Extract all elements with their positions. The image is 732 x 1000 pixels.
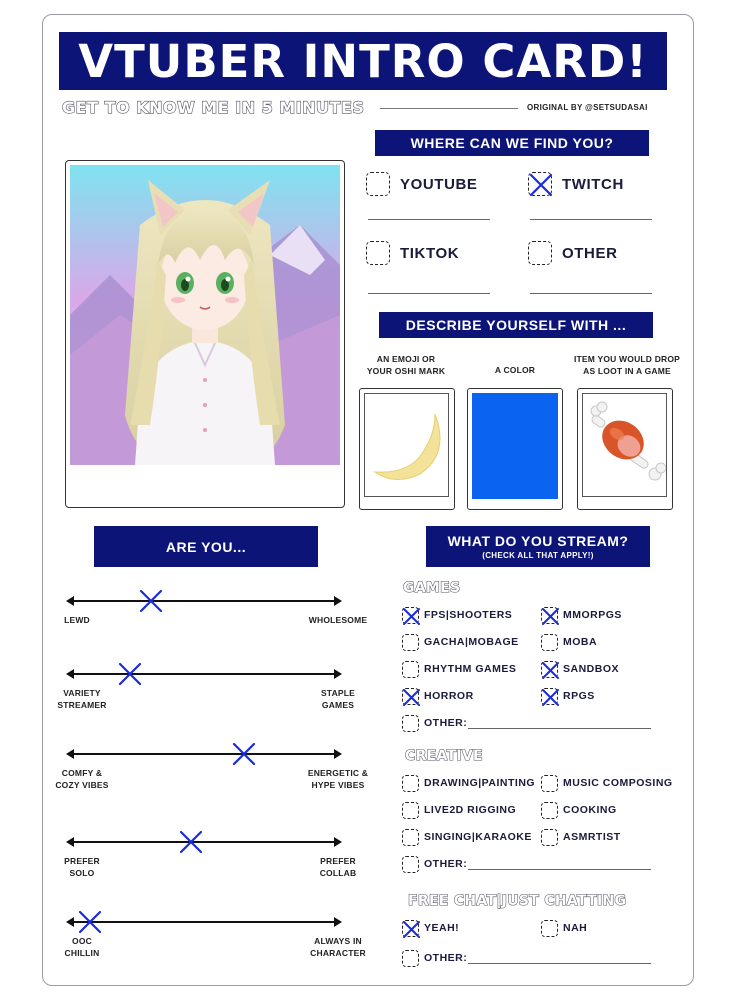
describe-label-loot — [560, 353, 694, 377]
arrow-left-icon — [66, 596, 74, 606]
option-checkbox[interactable] — [541, 634, 558, 651]
slider-right-line2: COLLAB — [319, 868, 357, 878]
option-checkbox[interactable] — [402, 688, 419, 705]
stream-heading-text: WHAT DO YOU STREAM? — [447, 533, 629, 549]
other-input-line[interactable] — [468, 963, 651, 964]
emoji-slot — [364, 393, 449, 497]
slider-left-line2: SOLO — [69, 868, 95, 878]
option-checkbox[interactable] — [541, 802, 558, 819]
slider-left-line1: VARIETY — [63, 688, 101, 698]
describe-label-emoji — [358, 353, 454, 377]
slider-right-line1: STAPLE — [320, 688, 356, 698]
other-checkbox[interactable] — [402, 856, 419, 873]
option-label: SANDBOX — [563, 663, 620, 675]
option-label: LIVE2D RIGGING — [424, 804, 517, 816]
arrow-right-icon — [334, 669, 342, 679]
slider-track[interactable] — [66, 666, 342, 682]
label-other-platform: OTHER — [562, 245, 618, 262]
slider-right-line2: CHARACTER — [310, 948, 366, 958]
option-label: GACHA|MOBAGE — [424, 636, 519, 648]
option-label: MOBA — [563, 636, 598, 648]
title-banner — [59, 32, 667, 90]
youtube-handle-line[interactable] — [368, 219, 490, 220]
color-swatch — [472, 393, 558, 499]
x-mark-icon — [540, 660, 561, 681]
describe-heading — [379, 312, 653, 338]
x-mark-icon — [540, 687, 561, 708]
slider-left-line1: LEWD — [64, 615, 90, 625]
option-label: DRAWING|PAINTING — [424, 777, 536, 789]
option-checkbox[interactable] — [541, 607, 558, 624]
describe-label-loot-line1: ITEM YOU WOULD DROP — [573, 354, 681, 364]
arrow-right-icon — [334, 837, 342, 847]
slider-line — [72, 921, 336, 923]
x-mark-icon — [137, 587, 165, 615]
x-mark-icon — [401, 687, 422, 708]
slider-left-line1: PREFER — [64, 856, 100, 866]
slider-line — [72, 600, 336, 602]
subtitle: GET TO KNOW ME IN 5 MINUTES — [62, 98, 365, 117]
x-mark-icon — [527, 171, 555, 199]
slider-marker[interactable] — [177, 828, 205, 861]
slider-left-label — [42, 855, 122, 879]
slider-right-line1: WHOLESOME — [308, 615, 368, 625]
slider-right-line2: HYPE VIBES — [311, 780, 365, 790]
twitch-handle-line[interactable] — [530, 219, 652, 220]
slider-marker[interactable] — [137, 587, 165, 620]
arrow-left-icon — [66, 837, 74, 847]
slider-right-label — [298, 935, 378, 959]
option-checkbox[interactable] — [402, 802, 419, 819]
slider-left-line2: COZY VIBES — [55, 780, 109, 790]
describe-label-emoji-line2: YOUR OSHI MARK — [366, 366, 446, 376]
slider-right-line1: ALWAYS IN — [314, 936, 362, 946]
label-twitch: TWITCH — [562, 176, 624, 193]
page-title: VTUBER INTRO CARD! — [78, 34, 648, 88]
other-input-line[interactable] — [468, 869, 651, 870]
chatting-title: FREE CHAT|JUST CHATTING — [408, 893, 627, 909]
arrow-left-icon — [66, 749, 74, 759]
slider-right-label — [298, 767, 378, 791]
color-polaroid[interactable] — [467, 388, 563, 510]
other-label: OTHER: — [424, 717, 468, 729]
option-label: NAH — [563, 922, 588, 934]
avatar-image — [70, 165, 340, 465]
other-handle-line[interactable] — [530, 293, 652, 294]
slider-right-line2: GAMES — [321, 700, 355, 710]
other-input-line[interactable] — [468, 728, 651, 729]
option-checkbox[interactable] — [402, 661, 419, 678]
label-tiktok: TIKTOK — [400, 245, 460, 262]
slider-left-label — [42, 687, 122, 711]
option-label: COOKING — [563, 804, 617, 816]
option-label: HORROR — [424, 690, 474, 702]
tiktok-handle-line[interactable] — [368, 293, 490, 294]
checkbox-youtube[interactable] — [366, 172, 390, 196]
stream-subheading-text: (CHECK ALL THAT APPLY!) — [482, 551, 594, 560]
x-mark-icon — [401, 919, 422, 940]
option-label: ASMRTIST — [563, 831, 621, 843]
option-checkbox[interactable] — [402, 634, 419, 651]
checkbox-other-platform[interactable] — [528, 241, 552, 265]
other-label: OTHER: — [424, 952, 468, 964]
describe-label-color — [467, 364, 563, 376]
arrow-left-icon — [66, 669, 74, 679]
x-mark-icon — [230, 740, 258, 768]
slider-left-line1: COMFY & — [61, 768, 103, 778]
slider-right-line1: PREFER — [320, 856, 356, 866]
option-label: YEAH! — [424, 922, 460, 934]
are-you-heading — [94, 526, 318, 567]
option-checkbox[interactable] — [402, 775, 419, 792]
find-you-heading-text: WHERE CAN WE FIND YOU? — [410, 135, 614, 151]
loot-slot — [582, 393, 667, 497]
other-checkbox[interactable] — [402, 950, 419, 967]
describe-label-color-line1: A COLOR — [494, 365, 536, 375]
label-youtube: YOUTUBE — [400, 176, 478, 193]
subtitle-divider — [380, 108, 518, 109]
slider-right-label — [298, 855, 378, 879]
option-checkbox[interactable] — [541, 920, 558, 937]
x-mark-icon — [177, 828, 205, 856]
slider-left-label — [42, 767, 122, 791]
slider-left-line1: OOC — [72, 936, 92, 946]
arrow-right-icon — [334, 749, 342, 759]
x-mark-icon — [116, 660, 144, 688]
x-mark-icon — [540, 606, 561, 627]
creative-title: CREATIVE — [405, 748, 483, 764]
are-you-heading-text: ARE YOU... — [165, 538, 247, 555]
x-mark-icon — [401, 606, 422, 627]
slider-line — [72, 673, 336, 675]
x-mark-icon — [76, 908, 104, 936]
option-checkbox[interactable] — [402, 607, 419, 624]
emoji-polaroid[interactable] — [359, 388, 455, 510]
arrow-right-icon — [334, 596, 342, 606]
arrow-left-icon — [66, 917, 74, 927]
option-label: RPGS — [563, 690, 595, 702]
find-you-heading — [375, 130, 649, 156]
checkbox-tiktok[interactable] — [366, 241, 390, 265]
option-checkbox[interactable] — [541, 829, 558, 846]
describe-heading-text: DESCRIBE YOURSELF WITH ... — [405, 317, 627, 333]
option-label: FPS|SHOOTERS — [424, 609, 513, 621]
slider-right-label — [298, 614, 378, 626]
slider-track[interactable] — [66, 746, 342, 762]
slider-track[interactable] — [66, 914, 342, 930]
option-label: RHYTHM GAMES — [424, 663, 517, 675]
other-label: OTHER: — [424, 858, 468, 870]
credit-text: ORIGINAL BY @SETSUDASAI — [527, 103, 648, 112]
checkbox-twitch[interactable] — [528, 172, 552, 196]
meat-on-bone-icon — [583, 394, 667, 497]
slider-marker[interactable] — [230, 740, 258, 773]
slider-line — [72, 753, 336, 755]
option-checkbox[interactable] — [541, 775, 558, 792]
option-label: SINGING|KARAOKE — [424, 831, 532, 843]
option-checkbox[interactable] — [541, 688, 558, 705]
slider-right-line1: ENERGETIC & — [307, 768, 369, 778]
slider-left-label — [42, 614, 112, 626]
games-title: GAMES — [403, 580, 461, 596]
slider-right-label — [298, 687, 378, 711]
slider-left-label — [42, 935, 122, 959]
slider-left-line2: STREAMER — [57, 700, 107, 710]
stream-heading — [426, 526, 650, 567]
option-label: MMORPGS — [563, 609, 622, 621]
other-checkbox[interactable] — [402, 715, 419, 732]
option-checkbox[interactable] — [402, 829, 419, 846]
slider-left-line2: CHILLIN — [64, 948, 100, 958]
option-checkbox[interactable] — [541, 661, 558, 678]
loot-polaroid[interactable] — [577, 388, 673, 510]
describe-label-emoji-line1: AN EMOJI OR — [376, 354, 436, 364]
arrow-right-icon — [334, 917, 342, 927]
slider-track[interactable] — [66, 593, 342, 609]
describe-label-loot-line2: AS LOOT IN A GAME — [583, 366, 671, 376]
option-checkbox[interactable] — [402, 920, 419, 937]
crescent-moon-icon — [365, 394, 449, 497]
option-label: MUSIC COMPOSING — [563, 777, 673, 789]
slider-track[interactable] — [66, 834, 342, 850]
